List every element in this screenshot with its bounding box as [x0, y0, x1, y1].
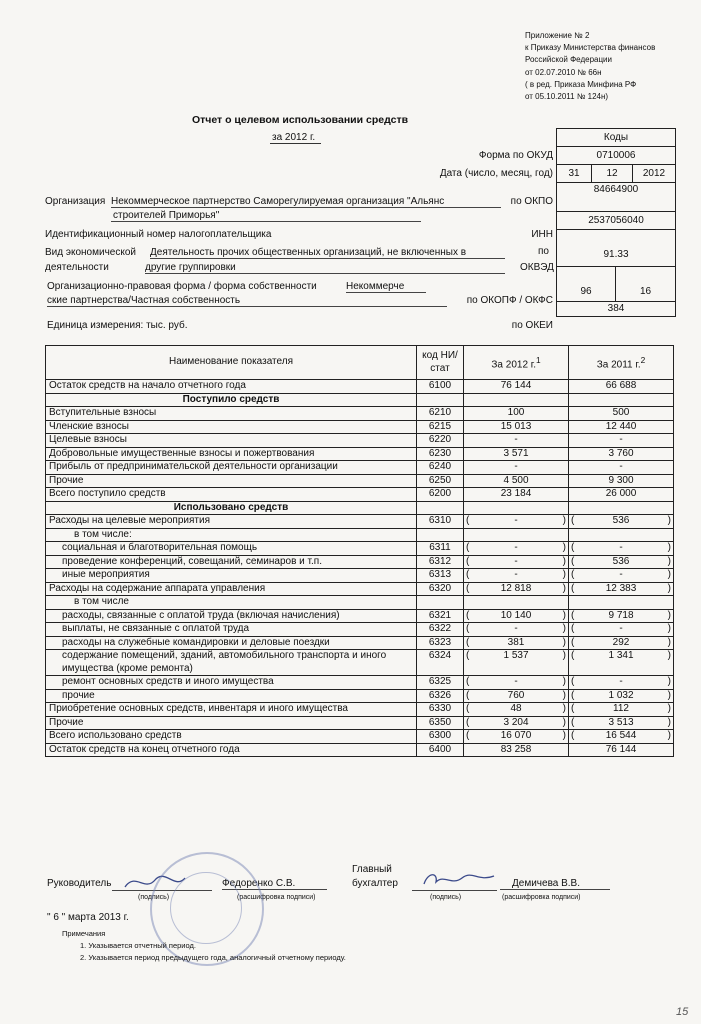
value-text: 500 [612, 407, 630, 418]
accountant-decode-caption: (расшифровка подписи) [502, 894, 581, 901]
appendix-line: Российской Федерации [525, 55, 612, 65]
value-2012 [464, 689, 569, 703]
legal-label: Организационно-правовая форма / форма собственности [47, 281, 317, 292]
row-code: 6210 [417, 407, 464, 421]
date-year: 2012 [642, 168, 666, 179]
row-code: 6300 [417, 730, 464, 744]
value-text: ( 1 537 ) [467, 650, 565, 663]
row-code: 6324 [417, 650, 464, 676]
legal-line1: Некоммерче [346, 281, 426, 293]
row-name: Добровольные имущественные взносы и пожертвования [46, 447, 417, 461]
row-name: социальная и благотворительная помощь [46, 542, 417, 556]
accountant-sign-caption: (подпись) [430, 894, 462, 901]
row-name: иные мероприятия [46, 569, 417, 583]
row-name: Расходы на целевые мероприятия [46, 515, 417, 529]
row-code: 6325 [417, 676, 464, 690]
empty-cell [569, 393, 674, 407]
okopf-label: по ОКОПФ / ОКФС [466, 295, 553, 306]
activity-label-2: деятельности [45, 262, 109, 273]
value-text: ( - ) [467, 556, 565, 569]
row-code [417, 528, 464, 542]
appendix-line: от 02.07.2010 № 66н [525, 67, 602, 77]
value-text: 100 [507, 407, 525, 418]
inn-label: ИНН [531, 229, 553, 240]
row-name: Приобретение основных средств, инвентаря и иного имущества [46, 703, 417, 717]
head-name: Федоренко С.В. [222, 878, 327, 890]
value-text: ( - ) [467, 515, 565, 528]
value-text: ( 760 ) [467, 690, 565, 703]
table-row [46, 676, 674, 690]
table-row [46, 743, 674, 757]
header-2011-sup: 2 [640, 354, 646, 365]
value-2011 [569, 461, 674, 475]
codes-header: Коды [557, 129, 675, 147]
value-text: ( 381 ) [467, 637, 565, 650]
row-name: Вступительные взносы [46, 407, 417, 421]
value-2012 [464, 407, 569, 421]
value-2012 [464, 582, 569, 596]
value-text: ( 12 383 ) [572, 583, 670, 596]
table-row [46, 420, 674, 434]
value-2011 [569, 703, 674, 717]
header-2012-label: За 2012 г. [491, 358, 536, 370]
value-2011 [569, 623, 674, 637]
value-text: ( 48 ) [467, 703, 565, 716]
value-text: ( - ) [467, 676, 565, 689]
head-sign-caption: (подпись) [138, 894, 170, 901]
row-code: 6312 [417, 555, 464, 569]
value-text: ( 1 032 ) [572, 690, 670, 703]
note-2: 2. Указывается период предыдущего года, аналогичный отчетному периоду. [80, 953, 346, 962]
table-row [46, 407, 674, 421]
okved-code: 91.33 [557, 230, 675, 267]
date-month: 12 [592, 165, 633, 182]
row-code [417, 596, 464, 610]
value-text: ( - ) [467, 569, 565, 582]
value-2011 [569, 609, 674, 623]
value-2012 [464, 542, 569, 556]
value-text: ( 3 513 ) [572, 717, 670, 730]
value-2011 [569, 380, 674, 394]
org-label: Организация [45, 196, 106, 207]
appendix-line: ( в ред. Приказа Минфина РФ [525, 79, 637, 89]
value-text: ( - ) [572, 542, 670, 555]
value-text: - [619, 434, 623, 445]
value-2011 [569, 650, 674, 676]
row-code: 6330 [417, 703, 464, 717]
value-2012 [464, 703, 569, 717]
header-2012-sup: 1 [535, 354, 541, 365]
header-name: Наименование показателя [46, 346, 417, 380]
value-text: ( 292 ) [572, 637, 670, 650]
activity-label-1: Вид экономической [45, 247, 136, 258]
org-name-line1: Некоммерческое партнерство Саморегулируемая организация "Альянс [111, 196, 501, 208]
value-2011 [569, 474, 674, 488]
table-row [46, 703, 674, 717]
table-row [46, 434, 674, 448]
table-row [46, 555, 674, 569]
value-text: 66 688 [605, 380, 637, 391]
value-2011 [569, 689, 674, 703]
value-2011 [569, 447, 674, 461]
inn-text: Идентификационный номер налогоплательщика [45, 229, 272, 240]
activity-line2 [145, 262, 505, 274]
row-name: проведение конференций, совещаний, семинаров и т.п. [46, 555, 417, 569]
row-name: расходы на служебные командировки и деловые поездки [46, 636, 417, 650]
table-row [46, 461, 674, 475]
value-2012 [464, 474, 569, 488]
value-2012 [464, 716, 569, 730]
funds-table [45, 345, 674, 757]
date-day: 31 [557, 165, 592, 182]
organization-stamp-inner [170, 872, 242, 944]
accountant-signature-mark [418, 868, 498, 897]
value-2012 [464, 528, 569, 542]
value-text: 3 571 [503, 447, 529, 459]
row-code: 6400 [417, 743, 464, 757]
value-text: 9 300 [608, 474, 634, 486]
value-2011 [569, 420, 674, 434]
value-text: ( - ) [572, 676, 670, 689]
value-2011 [569, 407, 674, 421]
okud-label: Форма по ОКУД [478, 150, 553, 161]
org-name-2: строителей Приморья" [113, 210, 220, 221]
header-2012 [464, 346, 569, 380]
table-row [46, 596, 674, 610]
value-text: 83 258 [500, 743, 532, 755]
activity-line1: Деятельность прочих общественных организаций, не включенных в [150, 247, 505, 259]
empty-cell [417, 501, 464, 515]
table-row [46, 528, 674, 542]
okei-label: по ОКЕИ [511, 320, 553, 331]
empty-cell [464, 501, 569, 515]
row-code: 6323 [417, 636, 464, 650]
table-row [46, 488, 674, 502]
value-text: ( 16 070 ) [467, 730, 565, 743]
report-title: Отчет о целевом использовании средств [191, 114, 409, 126]
notes-label: Примечания [62, 929, 106, 938]
table-row [46, 730, 674, 744]
row-name: расходы, связанные с оплатой труда (включая начисления) [46, 609, 417, 623]
value-2011 [569, 528, 674, 542]
value-2012 [464, 555, 569, 569]
value-text: 3 760 [608, 447, 634, 459]
table-row [46, 716, 674, 730]
row-code: 6100 [417, 380, 464, 394]
row-name: Всего использовано средств [46, 730, 417, 744]
org-name-line2 [111, 210, 421, 222]
value-text: ( 536 ) [572, 515, 670, 528]
table-row [46, 650, 674, 676]
value-2011 [569, 596, 674, 610]
value-text: ( 112 ) [572, 703, 670, 716]
value-2011 [569, 582, 674, 596]
value-2011 [569, 730, 674, 744]
okved-label-1: по [538, 246, 549, 257]
okopf-okfs-code [557, 267, 675, 302]
section-title: Поступило средств [46, 393, 417, 407]
row-code: 6313 [417, 569, 464, 583]
head-decode-caption: (расшифровка подписи) [237, 894, 316, 901]
row-name: Прочие [46, 716, 417, 730]
row-code: 6322 [417, 623, 464, 637]
okfs-code: 16 [639, 286, 652, 297]
row-name: Остаток средств на конец отчетного года [46, 743, 417, 757]
row-name: Прибыль от предпринимательской деятельности организации [46, 461, 417, 475]
legal-line2: ские партнерства/Частная собственность [47, 295, 447, 307]
value-2012 [464, 609, 569, 623]
table-row [46, 569, 674, 583]
header-2011 [569, 346, 674, 380]
row-name: Целевые взносы [46, 434, 417, 448]
table-row [46, 636, 674, 650]
row-code: 6200 [417, 488, 464, 502]
value-text: ( 10 140 ) [467, 610, 565, 623]
accountant-label-2: бухгалтер [352, 878, 398, 889]
appendix-header [525, 30, 655, 103]
okved-label-2: ОКВЭД [520, 262, 554, 273]
value-2011 [569, 716, 674, 730]
date-code [557, 165, 675, 183]
value-2011 [569, 542, 674, 556]
section-title: Использовано средств [46, 501, 417, 515]
value-2012 [464, 461, 569, 475]
value-2012 [464, 743, 569, 757]
appendix-line: Приложение № 2 [525, 31, 590, 40]
value-text: ( - ) [467, 542, 565, 555]
value-2011 [569, 488, 674, 502]
value-2012 [464, 636, 569, 650]
value-2012 [464, 515, 569, 529]
row-code: 6311 [417, 542, 464, 556]
row-name: в том числе [46, 596, 417, 610]
report-period: за 2012 г. [270, 132, 321, 144]
value-text: ( - ) [572, 623, 670, 636]
value-text: 26 000 [605, 488, 637, 499]
row-name: содержание помещений, зданий, автомобильного транспорта и иного имущества (кроме ремонта) [46, 650, 417, 676]
value-text: 23 184 [500, 488, 532, 499]
value-2012 [464, 623, 569, 637]
value-text: 12 440 [605, 420, 637, 432]
table-row [46, 609, 674, 623]
inn-code: 2537056040 [557, 212, 675, 230]
table-row [46, 515, 674, 529]
value-text: ( - ) [467, 623, 565, 636]
head-label: Руководитель [47, 878, 112, 889]
row-code: 6250 [417, 474, 464, 488]
row-name: Членские взносы [46, 420, 417, 434]
table-row [46, 474, 674, 488]
empty-cell [464, 393, 569, 407]
value-text: - [514, 461, 518, 472]
row-code: 6230 [417, 447, 464, 461]
row-code: 6350 [417, 716, 464, 730]
okpo-label: по ОКПО [510, 196, 553, 207]
row-code: 6240 [417, 461, 464, 475]
row-name: ремонт основных средств и иного имущества [46, 676, 417, 690]
table-row [46, 542, 674, 556]
sign-date: " 6 " марта 2013 г. [47, 912, 129, 923]
row-name: Расходы на содержание аппарата управления [46, 582, 417, 596]
value-2011 [569, 636, 674, 650]
activity-2: другие группировки [145, 262, 236, 273]
row-name: прочие [46, 689, 417, 703]
value-text: ( 536 ) [572, 556, 670, 569]
note-1: 1. Указывается отчетный период. [80, 941, 196, 950]
value-text: 4 500 [503, 474, 529, 486]
value-2011 [569, 676, 674, 690]
okud-code: 0710006 [557, 147, 675, 165]
table-row [46, 447, 674, 461]
row-name: Всего поступило средств [46, 488, 417, 502]
value-2012 [464, 676, 569, 690]
value-2012 [464, 434, 569, 448]
value-2012 [464, 380, 569, 394]
accountant-name [500, 878, 610, 890]
value-text: ( 3 204 ) [467, 717, 565, 730]
row-name: Прочие [46, 474, 417, 488]
header-code: код НИ/ стат [417, 346, 464, 380]
header-2011-label: За 2011 г. [596, 358, 641, 370]
empty-cell [569, 501, 674, 515]
table-row [46, 623, 674, 637]
value-2011 [569, 515, 674, 529]
value-2011 [569, 569, 674, 583]
appendix-line: к Приказу Министерства финансов [525, 43, 656, 53]
accountant-label-1: Главный [352, 864, 392, 875]
appendix-line: от 05.10.2011 № 124н) [525, 92, 609, 102]
okpo-code: 84664900 [557, 183, 675, 212]
date-label: Дата (число, месяц, год) [439, 168, 553, 179]
value-text: ( 12 818 ) [467, 583, 565, 596]
value-2011 [569, 743, 674, 757]
table-row [46, 689, 674, 703]
accountant-name-text: Демичева В.В. [512, 878, 581, 889]
value-text: 76 144 [500, 380, 532, 391]
value-2012 [464, 488, 569, 502]
value-2012 [464, 596, 569, 610]
row-code: 6310 [417, 515, 464, 529]
row-name: в том числе: [46, 528, 417, 542]
value-text: - [619, 461, 623, 472]
empty-cell [417, 393, 464, 407]
value-2012 [464, 650, 569, 676]
section-row [46, 393, 674, 407]
value-2012 [464, 569, 569, 583]
table-body [46, 380, 674, 757]
row-name: Остаток средств на начало отчетного года [46, 380, 417, 394]
value-text: 76 144 [605, 743, 637, 755]
value-2011 [569, 555, 674, 569]
row-code: 6321 [417, 609, 464, 623]
value-2011 [569, 434, 674, 448]
okopf-code: 96 [557, 267, 616, 301]
table-row [46, 380, 674, 394]
row-code: 6215 [417, 420, 464, 434]
page-number: 15 [676, 1006, 689, 1018]
table-row [46, 582, 674, 596]
table-header [46, 346, 674, 380]
value-text: ( - ) [572, 569, 670, 582]
value-2012 [464, 447, 569, 461]
section-row [46, 501, 674, 515]
value-2012 [464, 420, 569, 434]
row-code: 6326 [417, 689, 464, 703]
value-text: - [514, 434, 518, 445]
okei-code: 384 [607, 303, 625, 314]
unit-label: Единица измерения: тыс. руб. [47, 320, 188, 331]
row-name: выплаты, не связанные с оплатой труда [46, 623, 417, 637]
row-code: 6220 [417, 434, 464, 448]
value-text: ( 16 544 ) [572, 730, 670, 743]
value-text: 15 013 [500, 420, 532, 432]
value-text: ( 1 341 ) [572, 650, 670, 663]
value-text: ( 9 718 ) [572, 610, 670, 623]
value-2012 [464, 730, 569, 744]
codes-box [556, 128, 676, 317]
row-code: 6320 [417, 582, 464, 596]
